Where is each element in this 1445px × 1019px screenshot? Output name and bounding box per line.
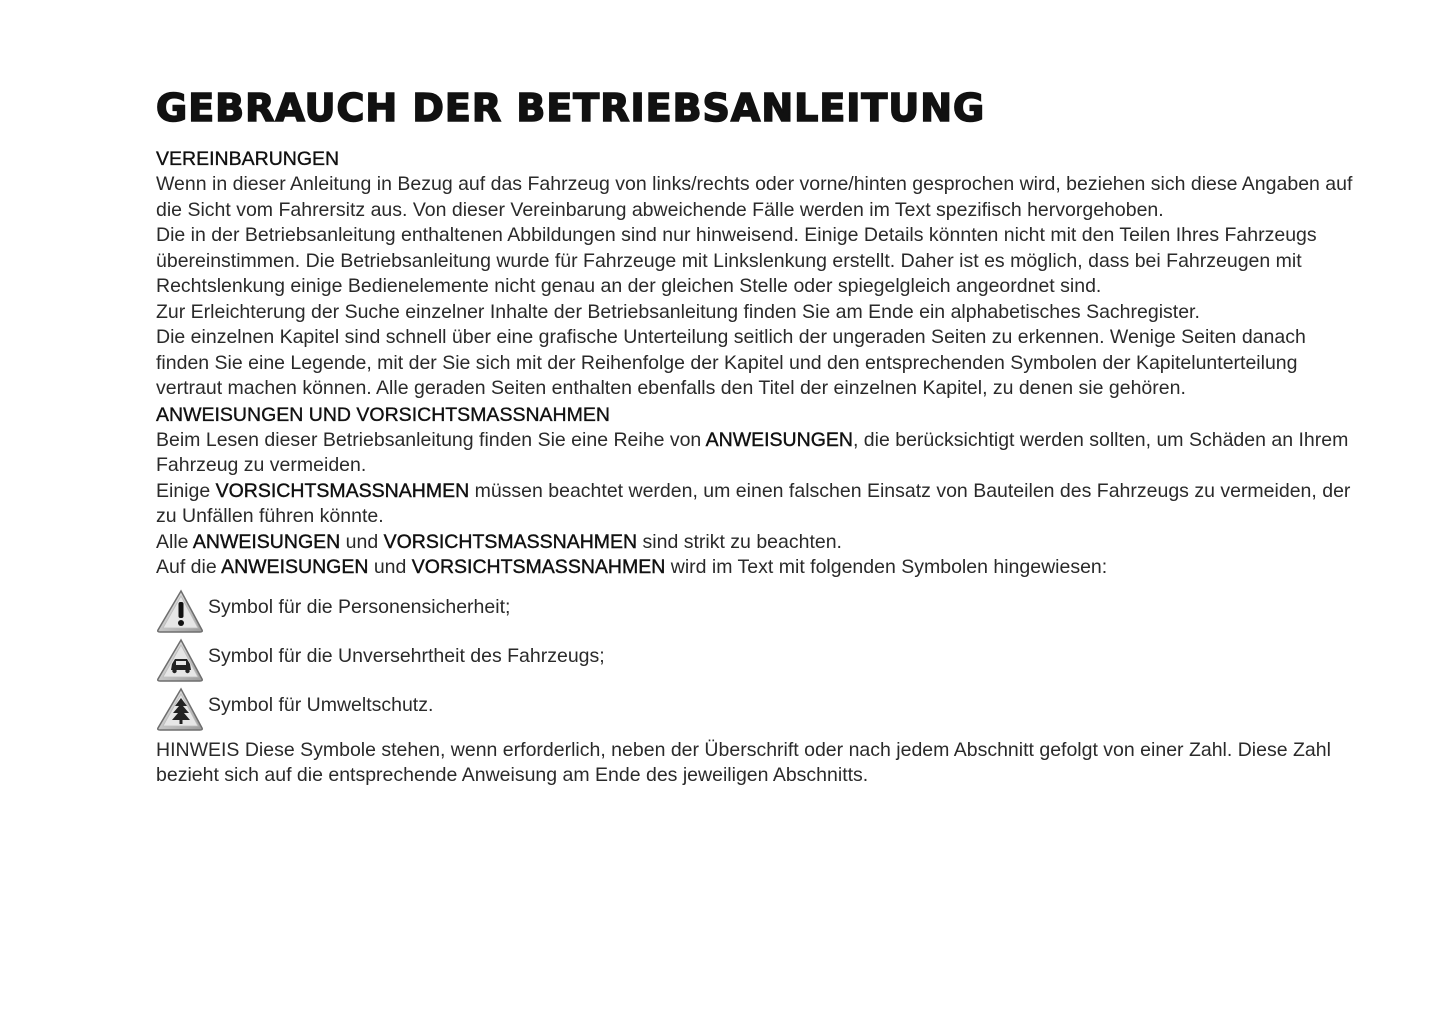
symbol-item bbox=[156, 587, 1356, 636]
paragraph: Die einzelnen Kapitel sind schnell über eine grafische Unterteilung seitlich der ungeraden Seiten zu erkennen. Wenige Seiten danach finden Sie eine Legende, mit der Sie sich mit der Reihenfolge der Kapitel und den entsprechenden Symbolen der Kapitelunterteilung vertraut machen können. Alle geraden Seiten enthalten ebenfalls den Titel der einzelnen Kapitel, zu denen sie gehören. bbox=[156, 326, 1306, 399]
paragraph bbox=[156, 530, 1356, 556]
text-run: und bbox=[368, 556, 412, 578]
text-run: Einige bbox=[156, 479, 216, 502]
paragraph: Wenn in dieser Anleitung in Bezug auf das Fahrzeug von links/rechts oder vorne/hinten gesprochen wird, beziehen sich diese Angaben auf die Sicht vom Fahrersitz aus. Von dieser Vereinbarung abweichende Fälle werden im Text spezifisch hervorgehoben. bbox=[156, 173, 1353, 221]
text-run: sind strikt zu beachten. bbox=[637, 530, 842, 553]
text-run: Beim Lesen dieser Betriebsanleitung finden Sie eine Reihe von bbox=[156, 428, 706, 451]
section-heading-vereinbarungen: VEREINBARUNGEN bbox=[156, 148, 340, 170]
text-run: und bbox=[340, 530, 384, 553]
symbol-list bbox=[156, 587, 1356, 734]
symbol-label: Symbol für die Personensicherheit; bbox=[208, 595, 511, 618]
warning-tree-icon bbox=[156, 686, 206, 732]
page-title: GEBRAUCH DER BETRIEBSANLEITUNG bbox=[156, 86, 986, 130]
emphasis-text: ANWEISUNGEN bbox=[192, 530, 341, 553]
symbol-item bbox=[156, 636, 1356, 685]
paragraph: Zur Erleichterung der Suche einzelner Inhalte der Betriebsanleitung finden Sie am Ende ein alphabetisches Sachregister. bbox=[156, 300, 1200, 323]
emphasis-text: ANWEISUNGEN bbox=[221, 556, 369, 578]
text-run: , die berücksichtigt werden sollten, um Schäden an Ihrem Fahrzeug zu vermeiden. bbox=[156, 428, 1349, 476]
emphasis-text: VORSICHTSMASSNAHMEN bbox=[383, 530, 638, 553]
text-run: Alle bbox=[156, 530, 193, 553]
document-page bbox=[156, 86, 1356, 789]
note-paragraph: HINWEIS Diese Symbole stehen, wenn erforderlich, neben der Überschrift oder nach jedem Abschnitt gefolgt von einer Zahl. Diese Zahl bezieht sich auf die entsprechende Anweisung am Ende des jeweiligen Abschnitts. bbox=[156, 738, 1331, 786]
paragraph bbox=[156, 555, 1356, 581]
emphasis-text: VORSICHTSMASSNAHMEN bbox=[215, 479, 470, 502]
symbol-label: Symbol für Umweltschutz. bbox=[208, 693, 434, 716]
emphasis-text: VORSICHTSMASSNAHMEN bbox=[411, 556, 666, 578]
text-run: Auf die bbox=[156, 556, 222, 578]
emphasis-text: ANWEISUNGEN bbox=[705, 428, 853, 451]
text-run: wird im Text mit folgenden Symbolen hingewiesen: bbox=[665, 556, 1108, 578]
symbol-item bbox=[156, 685, 1356, 734]
warning-car-icon bbox=[156, 637, 206, 683]
paragraph bbox=[156, 479, 1356, 530]
paragraph: Die in der Betriebsanleitung enthaltenen Abbildungen sind nur hinweisend. Einige Details könnten nicht mit den Teilen Ihres Fahrzeugs übereinstimmen. Die Betriebsanleitung wurde für Fahrzeuge mit Linkslenkung erstellt. Daher ist es möglich, dass bei Fahrzeugen mit Rechtslenkung einige Bedienelemente nicht genau an der gleichen Stelle oder spiegelgleich angeordnet sind. bbox=[156, 224, 1317, 297]
text-run: müssen beachtet werden, um einen falschen Einsatz von Bauteilen des Fahrzeugs zu vermeiden, der zu Unfällen führen könnte. bbox=[156, 479, 1351, 527]
symbol-label: Symbol für die Unversehrtheit des Fahrzeugs; bbox=[208, 644, 605, 667]
section-heading-anweisungen: ANWEISUNGEN UND VORSICHTSMASSNAHMEN bbox=[156, 403, 610, 426]
paragraph bbox=[156, 428, 1356, 479]
warning-exclamation-icon bbox=[156, 588, 206, 634]
